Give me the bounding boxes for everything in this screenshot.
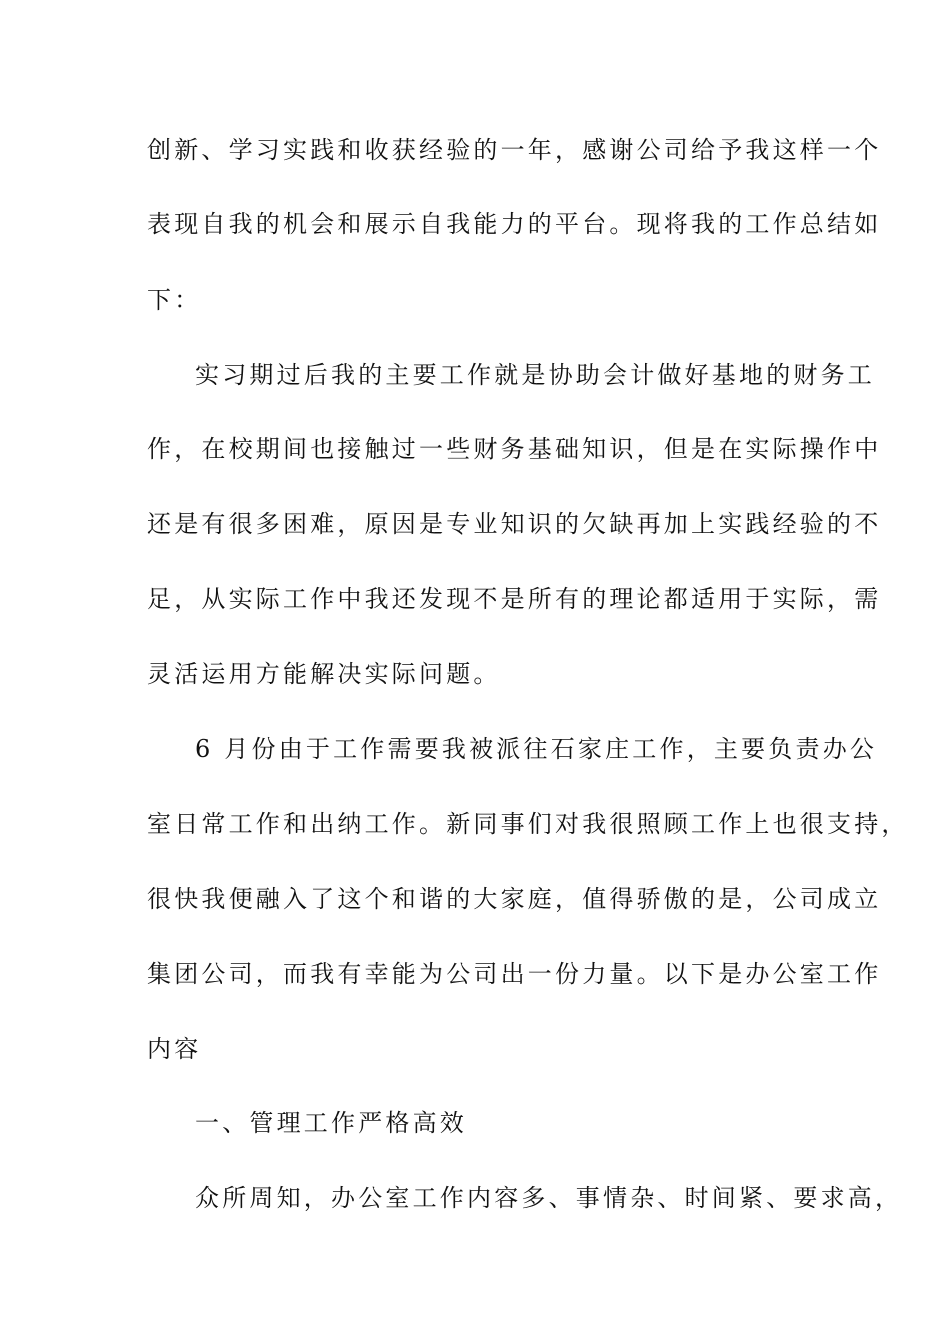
paragraph-first-line: 实习期过后我的主要工作就是协助会计做好基地的财务工 [195, 361, 875, 389]
text-line: 很快我便融入了这个和谐的大家庭，值得骄傲的是，公司成立 [147, 885, 882, 913]
text-line: 内容 [147, 1035, 202, 1063]
text-line: 表现自我的机会和展示自我能力的平台。现将我的工作总结如 [147, 210, 882, 238]
section-heading: 一、管理工作严格高效 [195, 1109, 467, 1137]
text-line: 还是有很多困难，原因是专业知识的欠缺再加上实践经验的不 [147, 510, 882, 538]
text-line: 创新、学习实践和收获经验的一年，感谢公司给予我这样一个 [147, 136, 882, 164]
paragraph-first-line: 众所周知，办公室工作内容多、事情杂、时间紧、要求高， [195, 1184, 903, 1212]
text-line: 足，从实际工作中我还发现不是所有的理论都适用于实际，需 [147, 585, 882, 613]
text-line: 作，在校期间也接触过一些财务基础知识，但是在实际操作中 [147, 435, 882, 463]
text-line: 下： [147, 286, 202, 314]
paragraph-first-line: 6 月份由于工作需要我被派往石家庄工作，主要负责办公 [195, 735, 878, 763]
text-line: 灵活运用方能解决实际问题。 [147, 660, 501, 688]
text-line: 集团公司，而我有幸能为公司出一份力量。以下是办公室工作 [147, 960, 882, 988]
text-line: 室日常工作和出纳工作。新同事们对我很照顾工作上也很支持， [147, 810, 909, 838]
